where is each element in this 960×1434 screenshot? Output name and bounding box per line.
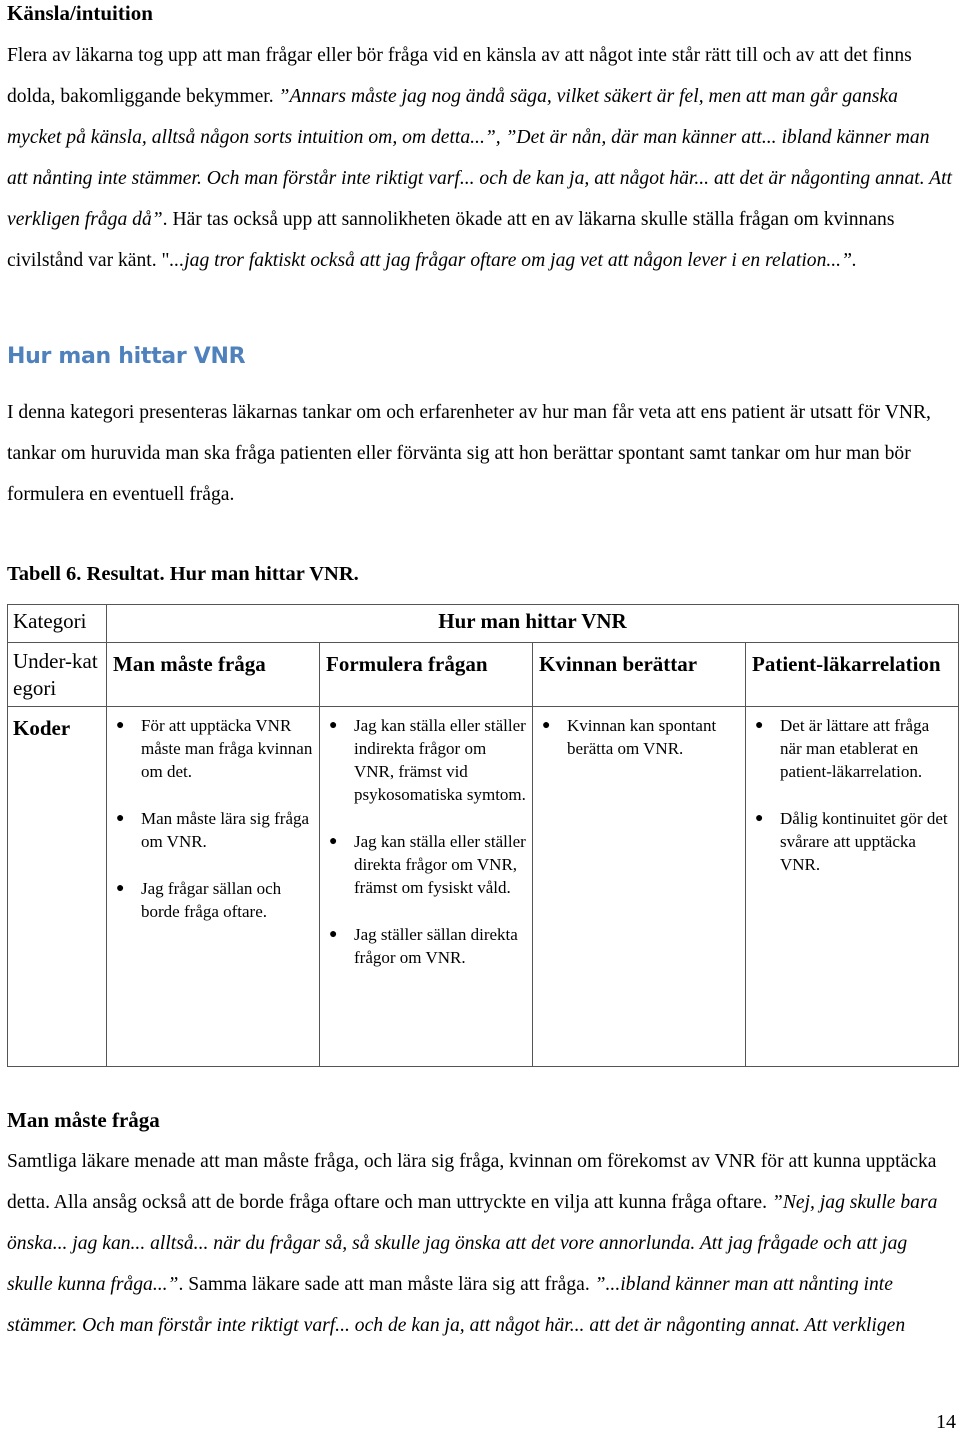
paragraph-kansla (7, 35, 955, 281)
para1-quote-1: ”Annars måste jag nog ändå säga, vilket säkert är fel, men att man går ganska mycket på känsla, alltså någon sorts intuition om, om detta...”, ”Det är nån, där man känner att... ibland känner man att nånting inte stämmer. Och man förstår inte riktigt varf... och de kan ja, att något här... att det är någonting annat. Att verkligen fråga då” (7, 86, 953, 230)
code-text: Jag kan ställa eller ställer indirekta frågor om VNR, främst vid psykosomatiska symtom. (354, 716, 526, 804)
code-item (752, 807, 952, 876)
bullet-icon: ● (116, 811, 125, 826)
code-text: Man måste lära sig fråga om VNR. (141, 809, 310, 851)
heading-kansla-intuition: Känsla/intuition (7, 1, 153, 25)
heading-man-maste-fraga: Man måste fråga (7, 1108, 160, 1132)
codes-man-maste-fraga (107, 707, 320, 1067)
table-row-underkategori (8, 643, 959, 707)
kategori-label: Kategori (8, 605, 107, 643)
code-item (539, 714, 739, 760)
kategori-value: Hur man hittar VNR (107, 605, 959, 643)
para1-text-1: Flera av läkarna tog upp att man frågar eller bör fråga vid en känsla av att något inte står rätt till och av att det finns dolda, bakomliggande bekymmer. (7, 45, 912, 107)
subcategory-man-maste-fraga: Man måste fråga (107, 643, 320, 707)
paragraph-category-intro: I denna kategori presenteras läkarnas tankar om och erfarenheter av hur man får veta att ens patient är utsatt för VNR, tankar om huruvida man ska fråga patienten eller förvänta sig att hon berättar spontant samt tankar om hur man bör formulera en eventuell fråga. (7, 402, 931, 505)
code-text: För att upptäcka VNR måste man fråga kvinnan om det. (141, 716, 313, 781)
table-row-kategori (8, 605, 959, 643)
subcategory-patient-lakarrelation: Patient-läkarrelation (746, 643, 959, 707)
code-text: Jag ställer sällan direkta frågor om VNR. (354, 925, 518, 967)
results-table (7, 604, 959, 1067)
codes-formulera-fragan (320, 707, 533, 1067)
bullet-icon: ● (542, 718, 551, 733)
code-item (113, 714, 313, 783)
code-text: Det är lättare att fråga när man etablerat en patient-läkarrelation. (780, 716, 930, 781)
bullet-icon: ● (116, 881, 125, 896)
para1-text-2: . Här tas också upp att sannolikheten ökade att en av läkarna skulle ställa frågan om kvinnans civilstånd var känt. " (7, 209, 895, 271)
code-item (752, 714, 952, 783)
code-item (326, 923, 526, 969)
code-item (113, 807, 313, 853)
page-number: 14 (936, 1411, 956, 1433)
bullet-icon: ● (755, 811, 764, 826)
section-title-hur-man-hittar-vnr: Hur man hittar VNR (7, 344, 246, 369)
subcategory-formulera-fragan: Formulera frågan (320, 643, 533, 707)
table-caption: Tabell 6. Resultat. Hur man hittar VNR. (7, 563, 359, 585)
codes-patient-lakarrelation (746, 707, 959, 1067)
koder-label: Koder (8, 707, 107, 1067)
bullet-icon: ● (116, 718, 125, 733)
para3-text-2: . Samma läkare sade att man måste lära sig att fråga. (178, 1274, 595, 1295)
bullet-icon: ● (329, 834, 338, 849)
table-row-koder (8, 707, 959, 1067)
bullet-icon: ● (755, 718, 764, 733)
subcategory-kvinnan-berattar: Kvinnan berättar (533, 643, 746, 707)
code-text: Dålig kontinuitet gör det svårare att upptäcka VNR. (780, 809, 948, 874)
para3-text-1: Samtliga läkare menade att man måste fråga, och lära sig fråga, kvinnan om förekomst av VNR för att kunna upptäcka detta. Alla ansåg också att de borde fråga oftare och man uttryckte en vilja att kunna fråga oftare. (7, 1151, 937, 1213)
para1-quote-2: ...jag tror faktiskt också att jag frågar oftare om jag vet att någon lever i en relation...”. (169, 250, 857, 271)
code-item (113, 877, 313, 923)
code-item (326, 714, 526, 806)
para3-quote-1: ”Nej, jag skulle bara önska... jag kan... alltså... när du frågar så, så skulle jag önska att det vore annorlunda. Att jag frågade och att jag skulle kunna fråga...” (7, 1192, 938, 1295)
code-text: Jag kan ställa eller ställer direkta frågor om VNR, främst om fysiskt våld. (354, 832, 526, 897)
paragraph-man-maste-fraga (7, 1141, 955, 1346)
bullet-icon: ● (329, 927, 338, 942)
para3-quote-2: ”...ibland känner man att nånting inte stämmer. Och man förstår inte riktigt varf... och de kan ja, att något här... att det är någonting annat. Att verkligen (7, 1274, 906, 1336)
code-item (326, 830, 526, 899)
code-text: Jag frågar sällan och borde fråga oftare. (141, 879, 282, 921)
underkategori-label: Under-kategori (8, 643, 107, 707)
codes-kvinnan-berattar (533, 707, 746, 1067)
bullet-icon: ● (329, 718, 338, 733)
code-text: Kvinnan kan spontant berätta om VNR. (567, 716, 717, 758)
